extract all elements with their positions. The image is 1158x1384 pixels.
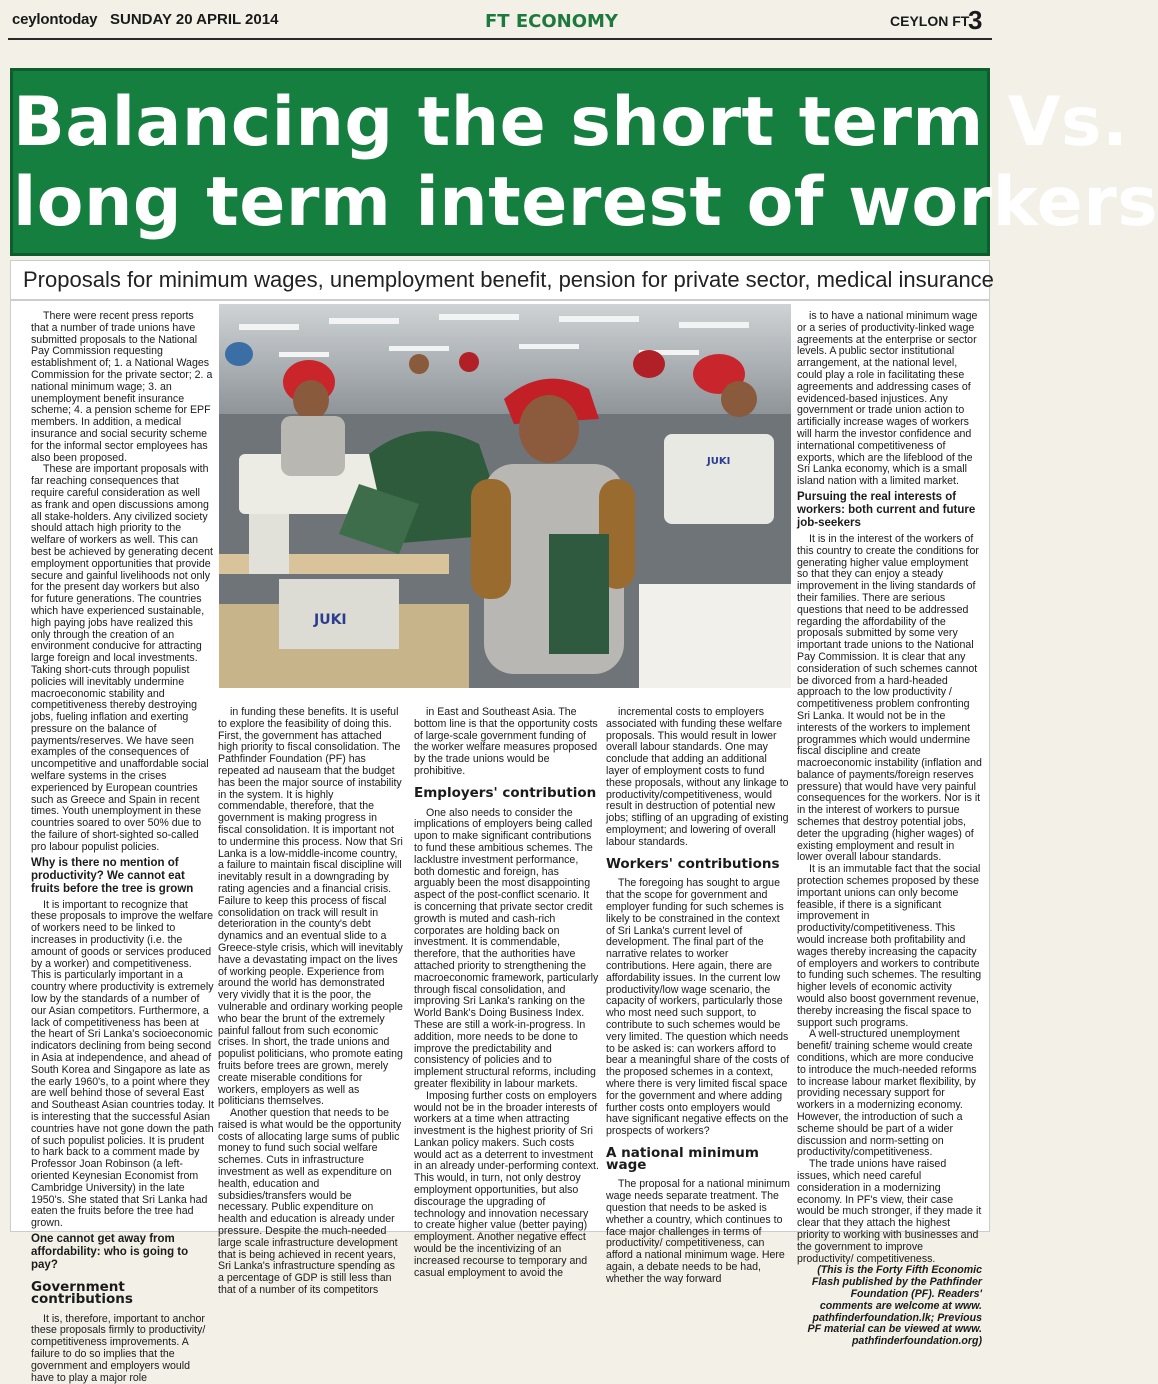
subheadline-bar [10, 260, 994, 300]
paragraph: It is an immutable fact that the social protection schemes proposed by these important unions can only become feasible, if there is a significant improvement in productivity/competitiveness. This would increase both profitability and wages thereby increasing the capacity of employers and workers to contribute to funding such schemes. The resulting higher levels of economic activity would also boost government revenue, thereby increasing the fiscal space to support such programs. [797, 863, 982, 1029]
section-heading: Workers' contributions [606, 855, 780, 872]
inline-heading: Pursuing the real interests of workers: both current and future job-seekers [797, 490, 976, 529]
column-2 [218, 706, 403, 1297]
subheadline: Proposals for minimum wages, unemployment benefit, pension for private sector, medical insurance [23, 267, 994, 292]
garment-factory-photo [219, 304, 791, 688]
paragraph: It is important to recognize that these proposals to improve the welfare of workers need to be linked to increases in productivity (i.e. the amount of goods or services produced by a worker) and competitiveness. This is particularly important in a country where productivity is extremely low by the standards of a number of our Asian competitors. Furthermore, a lack of competitiveness has been at the heart of Sri Lanka's socioeconomic indicators declining from being second in Asia at independence, and ahead of South Korea and Singapore as late as the early 1960's, to a point where they are well behind those of several East and Southeast Asian countries today. It is interesting that the successful Asian countries have not gone down the path of such populist policies. It is prudent to hark back to a comment made by Professor Joan Robinson (a left-oriented Keynesian Economist from Cambridge University) in the late 1950's. She stated that Sri Lanka had eaten the fruits before the tree had grown. [31, 898, 214, 1230]
paragraph: in funding these benefits. It is useful to explore the feasibility of doing this. First, the government has attached high priority to fiscal consolidation. The Pathfinder Foundation (PF) has repeated ad nauseam that the budget has been the major source of instability in the system. It is highly commendable, therefore, that the government is making progress in fiscal consolidation. It is important not to undermine this process. Now that Sri Lanka is a low-middle-income country, a failure to maintain fiscal discipline will inevitably result in a downgrading by rating agencies and a financial crisis. Failure to keep this process of fiscal consolidation on track will result in deterioration in the county's debt dynamics and an eventual slide to a Greece-style crisis, which will inevitably have a devastating impact on the lives of working people. Experience from around the world has demonstrated very vividly that it is the poor, the vulnerable and ordinary working people who bear the brunt of the extremely painful fallout from such economic crises. In short, the trade unions and populist politicians, who promote eating fruits before trees are grown, merely create miserable conditions for workers, employers as well as politicians themselves. [218, 706, 403, 1108]
paragraph: It is, therefore, important to anchor these proposals firmly to productivity/ competitiveness improvements. A failure to do so implies that the government and employers would have to play a major role [31, 1312, 206, 1384]
paragraph: These are important proposals with far reaching consequences that require careful consideration as well as frank and open discussions among all stake-holders. Any civilized society should attach high priority to the welfare of workers as well. This can best be achieved by generating decent employment opportunities that provide secure and gainful livelihoods not only for the present day workers but also for future generations. The countries which have experienced sustainable, high paying jobs have realized this only through the creation of an environment conducive for attracting large foreign and local investments. Taking short-cuts through populist policies will inevitably undermine macroeconomic stability and competitiveness thereby destroying jobs, fueling inflation and exerting pressure on the balance of payments/reserves. We have seen examples of the consequences of uncompetitive and unaffordable social welfare systems in the crises experienced by European countries such as Greece and Spain in recent times. Youth unemployment in these countries soared to over 50% due to the failure of short-sighted so-called pro labour populist policies. [31, 463, 213, 853]
svg-text:JUKI: JUKI [707, 456, 731, 467]
article-photo [219, 304, 791, 688]
paragraph: It is in the interest of the workers of this country to create the conditions for generating higher value employment so that they can enjoy a steady improvement in the living standards of their families. There are serious questions that need to be addressed regarding the affordability of the proposals submitted by some very important trade unions to the National Pay Commission. It is clear that any consideration of such schemes cannot be divorced from a hard-headed approach to the low productivity / competitiveness problem confronting Sri Lanka. It would not be in the interests of the workers to implement programmes which would undermine fiscal discipline and create macroeconomic instability (inflation and balance of payments/foreign reserves pressure) that would have very painful consequences for the workers. Nor is it in the interest of workers to pursue schemes that destroy potential jobs, deter the upgrading (higher wages) of existing employment and result in lower overall labour standards. [797, 532, 982, 864]
article-credit: (This is the Forty Fifth Economic Flash published by the Pathfinder Foundation (PF). Readers' comments are welcome at www. pathfinderfoundation.lk; Previous PF material can be viewed at www. pathfinderfoundation.org) [807, 1264, 982, 1348]
paragraph: The proposal for a national minimum wage needs separate treatment. The question that needs to be asked is whether a country, which continues to face major challenges in terms of productivity/ competitiveness, can afford a national minimum wage. Here again, a debate needs to be had, whether the way forward [606, 1178, 790, 1285]
inline-heading: Why is there no mention of productivity? We cannot eat fruits before the tree is grown [31, 856, 194, 895]
section-heading: Government contributions [31, 1278, 133, 1307]
column-4 [606, 706, 791, 1285]
section-heading: Employers' contribution [414, 784, 597, 801]
paragraph: incremental costs to employers associated with funding these welfare proposals. This would result in lower overall labour standards. One may conclude that adding an additional layer of employment costs to fund these proposals, without any linkage to productivity/competitiveness, would result in destruction of potential new jobs; stifling of an upgrading of existing employment; and lowering of overall labour standards. [606, 706, 789, 848]
headline-line-2: long term interest of workers [13, 163, 1158, 242]
paragraph: A well-structured unemployment benefit/ training scheme would create conditions, which are more conducive to introduce the much-needed reforms to increase labour market flexibility, by providing necessary support for workers in a modernizing economy. However, the introduction of such a scheme should be part of a wider discussion and norm-setting on productivity/competitiveness. [797, 1028, 977, 1159]
paragraph: Another question that needs to be raised is what would be the opportunity costs of allocating large sums of public money to fund such social welfare schemes. Cuts in infrastructure investment as well as expenditure on health, education and subsidies/transfers would be necessary. Public expenditure on health and education is already under pressure. Despite the much-needed large scale infrastructure development that is being achieved in recent years, Sri Lanka's infrastructure spending as a percentage of GDP is still less than that of a number of its competitors [218, 1107, 402, 1297]
page-number: 3 [968, 5, 983, 35]
masthead-rule [8, 38, 992, 40]
column-3 [414, 706, 599, 1279]
column-5 [797, 310, 982, 1348]
headline-banner [10, 68, 1158, 256]
newspaper-brand: ceylontoday [12, 11, 98, 28]
article-body [10, 300, 990, 1384]
paragraph: There were recent press reports that a number of trade unions have submitted proposals to the National Pay Commission requesting establishment of; 1. a National Wages Commission for the private sector; 2. a national minimum wage; 3. an unemployment benefit insurance scheme; 4. a pension scheme for EPF members. In addition, a medical insurance and social security scheme for the informal sector employees has also been proposed. [31, 310, 213, 464]
issue-date: SUNDAY 20 APRIL 2014 [110, 11, 279, 28]
section-heading: A national minimum wage [606, 1144, 759, 1173]
paragraph: is to have a national minimum wage or a series of productivity-linked wage agreements at the enterprise or sector levels. A public sector institutional arrangement, at the national level, could play a role in facilitating these agreements and addressing cases of evidenced-based injustices. Any government or trade union action to artificially increase wages of workers will harm the investor confidence and international competitiveness of exports, which are the lifeblood of the Sri Lanka economy, which is a small island nation with a limited market. [797, 310, 978, 488]
inline-heading: One cannot get away from affordability: who is going to pay? [31, 1232, 189, 1271]
paragraph: The foregoing has sought to argue that the scope for government and employer funding for such schemes is likely to be constrained in the context of Sri Lanka's current level of development. The final part of the narrative relates to worker contributions. Here again, there are affordability issues. In the current low productivity/low wage scenario, the capacity of workers, particularly those who most need such support, to contribute to such schemes would be very limited. The question which needs to be asked is: can workers afford to bear a meaningful share of the costs of the proposed schemes in a context, where there is very limited fiscal space for the government and where adding further costs onto employers would have significant negative effects on the prospects of workers? [606, 877, 790, 1138]
publication-name: CEYLON FT [890, 13, 970, 29]
paragraph: in East and Southeast Asia. The bottom line is that the opportunity costs of large-scale government funding of the worker welfare measures proposed by the trade unions would be prohibitive. [414, 706, 598, 777]
paragraph: Imposing further costs on employers would not be in the broader interests of workers at a time when attracting investment is the highest priority of Sri Lankan policy makers. Such costs would act as a deterrent to investment in an already under-performing context. This would, in turn, not only destroy employment opportunities, but also discourage the upgrading of technology and innovation necessary to create higher value (better paying) employment. Another negative effect would be the incentivizing of an increased recourse to temporary and casual employment to avoid the [414, 1089, 599, 1279]
masthead [0, 0, 1000, 44]
section-title: FT ECONOMY [485, 11, 618, 32]
column-1 [31, 310, 214, 1384]
headline-line-1: Balancing the short term Vs. [13, 83, 1129, 162]
machine-label: JUKI [314, 612, 347, 628]
paragraph: The trade unions have raised issues, which need careful consideration in a modernizing economy. In PF's view, their case would be much stronger, if they made it clear that they attach the highest priority to working with businesses and the government to improve productivity/ competitiveness. [797, 1158, 982, 1265]
paragraph: One also needs to consider the implications of employers being called upon to make significant contributions to fund these ambitious schemes. The lacklustre investment performance, both domestic and foreign, has arguably been the most disappointing aspect of the post-conflict scenario. It is concerning that private sector credit growth is muted and cash-rich corporates are holding back on investment. It is commendable, therefore, that the authorities have attached priority to strengthening the macroeconomic framework, particularly through fiscal consolidation, and improving Sri Lanka's ranking on the World Bank's Doing Business Index. These are still a work-in-progress. In addition, more needs to be done to improve the predictability and consistency of policies and to implement structural reforms, including greater flexibility in labour markets. [414, 806, 599, 1090]
